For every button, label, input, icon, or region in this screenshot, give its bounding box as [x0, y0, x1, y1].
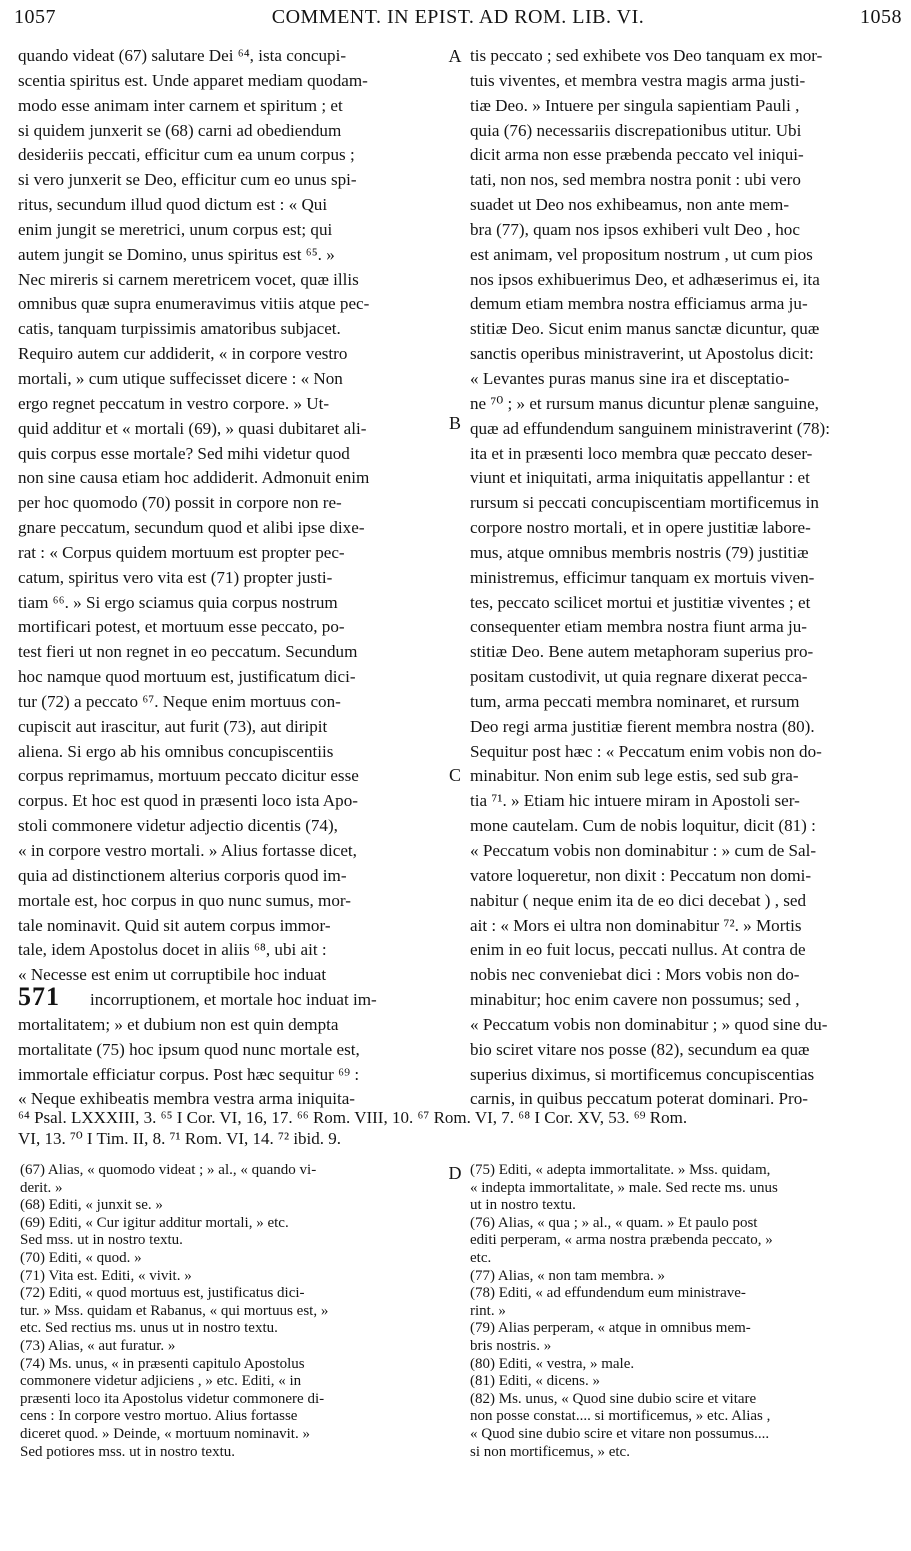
- text-line: ergo regnet peccatum in vestro corpore. » Ut-: [18, 393, 330, 413]
- text-line: tum, arma peccati membra nominaret, et rursum: [470, 691, 800, 711]
- text-line: consequenter etiam membra nostra fiunt arma ju-: [470, 617, 808, 637]
- text-line: tiæ Deo. » Intuere per singula sapientiam Pauli ,: [470, 95, 800, 115]
- note-line: (75) Editi, « adepta immortalitate. » Mss. quidam,: [470, 1162, 771, 1178]
- text-line: tes, peccato scilicet mortui et justitiæ viventes ; et: [470, 592, 811, 612]
- text-line: catum, spiritus vero vita est (71) propter justi-: [18, 567, 333, 587]
- note-line: (80) Editi, « vestra, » male.: [470, 1355, 635, 1372]
- text-line: tur (72) a peccato ⁶⁷. Neque enim mortuus con-: [18, 691, 341, 711]
- margin-column-number: 571: [18, 982, 60, 1011]
- text-line: tis peccato ; sed exhibete vos Deo tanquam ex mor-: [470, 46, 823, 65]
- text-line: tia ⁷¹. » Etiam hic intuere miram in Apostoli ser-: [470, 791, 800, 811]
- note-line: ut in nostro textu.: [470, 1197, 576, 1214]
- note-line: etc. Sed rectius ms. unus ut in nostro textu.: [20, 1320, 278, 1337]
- note-line: (72) Editi, « quod mortuus est, justificatus dici-: [20, 1285, 305, 1302]
- text-line: ita et in præsenti loco membra quæ peccato deser-: [470, 443, 813, 463]
- text-line: mortificari potest, et mortuum esse peccato, po-: [18, 617, 345, 637]
- text-line: minabitur; hoc enim cavere non possumus; sed ,: [470, 990, 800, 1010]
- text-line: corpus reprimamus, mortuum peccato dicitur esse: [18, 766, 359, 786]
- text-line: Deo regi arma justitiæ fierent membra nostra (80).: [470, 716, 815, 736]
- note-line: (70) Editi, « quod. »: [20, 1249, 142, 1266]
- running-header: [14, 6, 902, 34]
- text-line: mortalitatem; » et dubium non est quin dempta: [18, 1014, 339, 1034]
- text-line: demum etiam membra nostra efficiamus arma ju-: [470, 294, 808, 314]
- page-number-right: 1058: [860, 6, 902, 28]
- text-line: positam custodivit, ut quia regnare dixerat pecca-: [470, 667, 808, 687]
- section-marker-a: A: [448, 46, 462, 66]
- text-line: quia ad distinctionem alterius corporis quod im-: [18, 865, 347, 885]
- reference-line: ⁶⁴ Psal. LXXXIII, 3. ⁶⁵ I Cor. VI, 16, 17. ⁶⁶ Rom. VIII, 10. ⁶⁷ Rom. VI, 7. ⁶⁸ I Cor. XV, 53. ⁶⁹ Rom.: [18, 1108, 688, 1127]
- text-line: cupiscit aut irascitur, aut furit (73), aut diripit: [18, 716, 328, 736]
- text-line: superius diximus, si mortificemus concupiscentias: [470, 1064, 815, 1084]
- text-line: viunt et iniquitati, arma iniquitatis appellantur : et: [470, 468, 810, 488]
- text-line: quid additur et « mortali (69), » quasi dubitaret ali-: [18, 418, 367, 438]
- text-line: quis corpus esse mortale? Sed mihi videtur quod: [18, 443, 350, 463]
- text-line: mus, atque omnibus membris nostris (79) justitiæ: [470, 542, 809, 562]
- note-line: (76) Alias, « qua ; » al., « quam. » Et paulo post: [470, 1214, 758, 1231]
- text-line: desideriis peccati, efficitur cum ea unum corpus ;: [18, 145, 355, 165]
- text-line: tiam ⁶⁶. » Si ergo sciamus quia corpus nostrum: [18, 592, 338, 612]
- note-line: (68) Editi, « junxit se. »: [20, 1197, 163, 1214]
- running-title: COMMENT. IN EPIST. AD ROM. LIB. VI.: [271, 6, 645, 28]
- text-line: ait : « Mors ei ultra non dominabitur ⁷². » Mortis: [470, 915, 802, 935]
- text-line: incorruptionem, et mortale hoc induat im-: [90, 990, 377, 1010]
- text-line: Nec mireris si carnem meretricem vocet, quæ illis: [18, 269, 359, 289]
- note-line: diceret quod. » Deinde, « mortuum nominavit. »: [20, 1425, 310, 1442]
- note-line: bris nostris. »: [470, 1337, 552, 1354]
- note-line: præsenti loco ita Apostolus videtur commonere di-: [20, 1390, 325, 1407]
- text-line: corpus. Et hoc est quod in præsenti loco ista Apo-: [18, 791, 358, 811]
- note-line: (67) Alias, « quomodo videat ; » al., « quando vi-: [20, 1162, 317, 1178]
- text-line: autem jungit se Domino, unus spiritus est ⁶⁵. »: [18, 244, 335, 264]
- text-line: nabitur ( neque enim ita de eo dici decebat ) , sed: [470, 890, 807, 910]
- note-line: commonere videtur adjiciens , » etc. Editi, « in: [20, 1373, 302, 1390]
- note-line: non posse constat.... si mortificemus, » etc. Alias ,: [470, 1408, 771, 1425]
- note-line: « indepta immortalitate, » male. Sed recte ms. unus: [470, 1179, 778, 1196]
- text-line: si quidem junxerit se (68) carni ad obediendum: [18, 120, 342, 140]
- text-line: tale, idem Apostolus docet in aliis ⁶⁸, ubi ait :: [18, 940, 327, 960]
- text-line: mortale est, hoc corpus in quo nunc sumus, mor-: [18, 890, 351, 910]
- text-line: rursum si peccati concupiscentiam mortificemus in: [470, 493, 819, 513]
- note-line: si non mortificemus, » etc.: [470, 1443, 630, 1460]
- page-number-left: 1057: [14, 6, 56, 28]
- text-line: quia (76) necessariis discrepationibus utitur. Ubi: [470, 120, 802, 140]
- note-line: (74) Ms. unus, « in præsenti capitulo Apostolus: [20, 1355, 305, 1372]
- reference-line: VI, 13. ⁷⁰ I Tim. II, 8. ⁷¹ Rom. VI, 14. ⁷² ibid. 9.: [18, 1129, 342, 1148]
- text-line: corpore nostro mortali, et in opere justitiæ labore-: [470, 518, 811, 538]
- text-line: dicit arma non esse præbenda peccato vel iniqui-: [470, 145, 804, 165]
- text-line: bra (77), quam nos ipsos exhiberi vult Deo , hoc: [470, 219, 800, 239]
- note-line: (71) Vita est. Editi, « vivit. »: [20, 1267, 192, 1284]
- section-marker-d: D: [448, 1163, 462, 1183]
- text-line: vatore loqueretur, non dixit : Peccatum non domi-: [470, 865, 812, 885]
- text-line: Requiro autem cur addiderit, « in corpore vestro: [18, 344, 348, 364]
- text-line: « Necesse est enim ut corruptibile hoc induat: [18, 965, 327, 985]
- note-line: rint. »: [470, 1302, 506, 1319]
- text-line: si vero junxerit se Deo, efficitur cum eo unus spi-: [18, 170, 357, 190]
- left-text-column: [18, 44, 442, 1112]
- variant-notes-left: [20, 1162, 440, 1461]
- text-line: per hoc quomodo (70) possit in corpore non re-: [18, 493, 342, 513]
- note-line: editi perperam, « arma nostra præbenda peccato, »: [470, 1232, 773, 1249]
- text-line: test fieri ut non regnet in eo peccatum. Secundum: [18, 642, 358, 662]
- text-line: carnis, in quibus peccatum poterat dominari. Pro-: [470, 1089, 808, 1109]
- text-line: omnibus quæ supra enumeravimus vitiis atque pec-: [18, 294, 370, 314]
- text-line: enim in eo fuit locus, peccati nullus. At contra de: [470, 940, 806, 960]
- text-line: « Peccatum vobis non dominabitur : » cum de Sal-: [470, 841, 817, 860]
- text-line: stitiæ Deo. Bene autem metaphoram superius pro-: [470, 642, 814, 662]
- right-text-column: [470, 44, 902, 1112]
- note-line: « Quod sine dubio scire et vitare non possumus....: [470, 1425, 770, 1442]
- text-line: tuis viventes, et membra vestra magis arma justi-: [470, 70, 806, 90]
- text-line: stitiæ Deo. Sicut enim manus sanctæ dicuntur, quæ: [470, 319, 820, 339]
- note-line: derit. »: [20, 1179, 63, 1196]
- text-line: est animam, vel propositum nostrum , ut cum pios: [470, 244, 813, 264]
- text-line: ritus, secundum illud quod dictum est : « Qui: [18, 195, 328, 215]
- text-line: quæ ad effundendum sanguinem ministraverint (78):: [470, 418, 831, 438]
- note-line: (77) Alias, « non tam membra. »: [470, 1267, 665, 1284]
- note-line: (73) Alias, « aut furatur. »: [20, 1337, 176, 1354]
- text-line: « Levantes puras manus sine ira et disceptatio-: [470, 368, 790, 388]
- text-line: hoc namque quod mortuum est, justificatum dici-: [18, 667, 356, 687]
- text-line: ne ⁷⁰ ; » et rursum manus dicuntur plenæ sanguine,: [470, 393, 819, 413]
- note-line: Sed potiores mss. ut in nostro textu.: [20, 1443, 235, 1460]
- text-line: gnare peccatum, secundum quod et alibi ipse dixe-: [18, 518, 365, 538]
- note-line: etc.: [470, 1249, 492, 1266]
- note-line: cens : In corpore vestro mortuo. Alius fortasse: [20, 1408, 298, 1425]
- variant-notes-right: [470, 1162, 902, 1461]
- text-line: « in corpore vestro mortali. » Alius fortasse dicet,: [18, 841, 357, 860]
- text-line: mone cautelam. Cum de nobis loquitur, dicit (81) :: [470, 816, 816, 836]
- scripture-references: [18, 1107, 902, 1149]
- text-line: quando videat (67) salutare Dei ⁶⁴, ista concupi-: [18, 46, 347, 65]
- text-line: enim jungit se meretrici, unum corpus est; qui: [18, 219, 333, 239]
- text-line: aliena. Si ergo ab his omnibus concupiscentiis: [18, 741, 334, 761]
- text-line: nobis nec conveniebat dici : Mors vobis non do-: [470, 965, 800, 985]
- text-line: mortali, » cum utique suffecisset dicere : « Non: [18, 368, 343, 388]
- text-line: suadet ut Deo nos exhibeamus, non ante mem-: [470, 195, 790, 215]
- note-line: (78) Editi, « ad effundendum eum ministrave-: [470, 1285, 746, 1302]
- text-line: mortalitate (75) hoc ipsum quod nunc mortale est,: [18, 1039, 360, 1059]
- section-marker-b: B: [448, 413, 461, 433]
- section-marker-c: C: [448, 765, 461, 785]
- text-line: nos ipsos exhibuerimus Deo, et adhæserimus ei, ita: [470, 269, 820, 289]
- text-line: sanctis operibus ministraverint, ut Apostolus dicit:: [470, 344, 814, 364]
- text-line: modo esse animam inter carnem et spiritum ; et: [18, 95, 343, 115]
- text-line: rat : « Corpus quidem mortuum est propter pec-: [18, 542, 345, 562]
- note-line: (79) Alias perperam, « atque in omnibus mem-: [470, 1320, 751, 1337]
- text-line: catis, tanquam turpissimis amatoribus subjacet.: [18, 319, 341, 339]
- text-line: tati, non nos, sed membra nostra ponit : ubi vero: [470, 170, 801, 190]
- text-line: non sine causa etiam hoc addiderit. Admonuit enim: [18, 468, 370, 488]
- note-line: Sed mss. ut in nostro textu.: [20, 1232, 183, 1249]
- text-line: stoli commonere videtur adjectio dicentis (74),: [18, 816, 338, 836]
- text-line: scentia spiritus est. Unde apparet mediam quodam-: [18, 70, 368, 90]
- note-line: (82) Ms. unus, « Quod sine dubio scire et vitare: [470, 1390, 757, 1407]
- text-line: « Peccatum vobis non dominabitur ; » quod sine du-: [470, 1014, 828, 1034]
- text-line: minabitur. Non enim sub lege estis, sed sub gra-: [470, 766, 799, 786]
- text-line: ministremus, efficimur tanquam ex mortuis viven-: [470, 567, 815, 587]
- note-line: (81) Editi, « dicens. »: [470, 1373, 600, 1390]
- note-line: tur. » Mss. quidam et Rabanus, « qui mortuus est, »: [20, 1302, 329, 1319]
- text-line: immortale efficiatur corpus. Post hæc sequitur ⁶⁹ :: [18, 1064, 360, 1084]
- text-line: Sequitur post hæc : « Peccatum enim vobis non do-: [470, 741, 822, 761]
- text-line: tale nominavit. Quid sit autem corpus immor-: [18, 915, 331, 935]
- text-line: bio sciret vitare nos posse (82), secundum ea quæ: [470, 1039, 810, 1059]
- note-line: (69) Editi, « Cur igitur additur mortali, » etc.: [20, 1214, 289, 1231]
- text-line: « Neque exhibeatis membra vestra arma iniquita-: [18, 1089, 356, 1109]
